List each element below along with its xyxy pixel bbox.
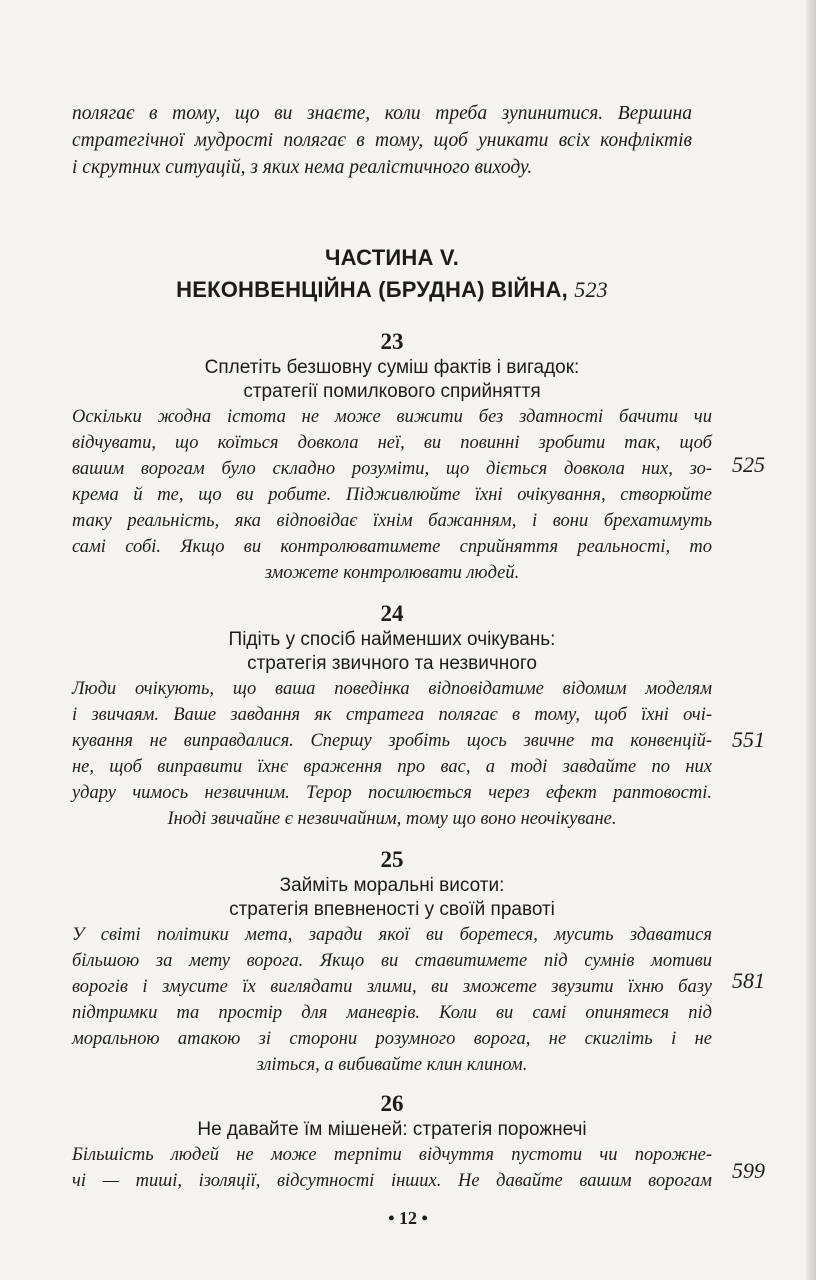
chapter-number: 26: [380, 1091, 404, 1116]
summary-line: вашим ворогам було складно розуміти, що діється довкола них, зо-: [72, 459, 712, 479]
page-edge-shadow: [806, 0, 816, 1280]
chapter-summary: [72, 404, 712, 586]
summary-line: Більшість людей не може терпіти відчуття пустоти чи порожне-: [72, 1145, 712, 1165]
intro-line: полягає в тому, що ви знаєте, коли треба зупинитися. Вершина: [72, 103, 692, 124]
chapter-title-line: Займіть моральні висоти:: [279, 875, 505, 896]
chapter-26: [72, 1090, 712, 1194]
part-heading-title: НЕКОНВЕНЦІЙНА (БРУДНА) ВІЙНА,: [176, 277, 568, 302]
summary-line: зможете контролювати людей.: [264, 563, 520, 583]
summary-line: моральною атакою зі сторони розумного ворога, не скигліть і не: [72, 1029, 712, 1049]
summary-line: Іноді звичайне є незвичайним, тому що воно неочікуване.: [167, 809, 617, 829]
summary-line: і звичаям. Ваше завдання як стратега полягає в тому, щоб їхні очі-: [72, 705, 712, 725]
summary-line: зліться, а вибивайте клин клином.: [256, 1055, 528, 1075]
summary-line: ворогів і змусите їх виглядати злими, ви зможете звузити їхню базу: [72, 977, 712, 997]
chapter-page-ref: 551: [732, 727, 765, 752]
chapter-title-line: Сплетіть безшовну суміш фактів і вигадок:: [204, 357, 580, 378]
summary-line: крема й те, що ви робите. Підживлюйте їхні очікування, створюйте: [72, 485, 712, 505]
chapter-title-line: Підіть у спосіб найменших очікувань:: [228, 629, 556, 650]
part-heading: [72, 242, 712, 306]
summary-line: відчувати, що коїться довкола неї, ви повинні зробити так, щоб: [72, 433, 712, 453]
part-page-number: 523: [574, 277, 608, 302]
chapter-25: [72, 846, 712, 1078]
intro-paragraph: [72, 100, 692, 181]
chapter-summary: [72, 922, 712, 1078]
intro-line: стратегічної мудрості полягає в тому, щоб уникати всіх конфліктів: [72, 130, 692, 151]
summary-line: Люди очікують, що ваша поведінка відповідатиме відомим моделям: [72, 679, 712, 699]
chapter-number: 24: [380, 601, 404, 626]
chapter-summary: [72, 1142, 712, 1194]
chapter-24: [72, 600, 712, 832]
chapter-title-line: стратегії помилкового сприйняття: [243, 381, 541, 402]
summary-line: удару чимось незвичним. Терор посилюється через ефект раптовості.: [72, 783, 712, 803]
part-heading-line1: ЧАСТИНА V.: [324, 245, 460, 270]
summary-line: підтримки та простір для маневрів. Коли ви самі опинятеся під: [72, 1003, 712, 1023]
chapter-title-line: Не давайте їм мішеней: стратегія порожнечі: [197, 1119, 587, 1140]
summary-line: чі — тиші, ізоляції, відсутності інших. Не давайте вашим ворогам: [72, 1171, 712, 1191]
chapter-page-ref: 599: [732, 1158, 765, 1183]
summary-line: самі собі. Якщо ви контролюватимете сприйняття реальності, то: [72, 537, 712, 557]
part-heading-line2: [72, 274, 712, 306]
summary-line: Оскільки жодна істота не може вижити без здатності бачити чи: [72, 407, 712, 427]
chapter-title-line: стратегія звичного та незвичного: [247, 653, 537, 674]
chapter-number: 25: [380, 847, 404, 872]
chapter-page-ref: 525: [732, 452, 765, 477]
chapter-page-ref: 581: [732, 968, 765, 993]
summary-line: кування не виправдалися. Спершу зробіть щось звичне та конвенцій-: [72, 731, 712, 751]
page-number-footer: • 12 •: [388, 1208, 428, 1228]
summary-line: таку реальність, яка відповідає їхнім бажанням, і вони брехатимуть: [72, 511, 712, 531]
intro-line: і скрутних ситуацій, з яких нема реалістичного виходу.: [72, 157, 533, 178]
summary-line: У світі політики мета, заради якої ви боретеся, мусить здаватися: [72, 925, 712, 945]
chapter-23: [72, 328, 712, 586]
summary-line: більшою за мету ворога. Якщо ви ставитимете під сумнів мотиви: [72, 951, 712, 971]
chapter-number: 23: [380, 329, 404, 354]
chapter-title-line: стратегія впевненості у своїй правоті: [229, 899, 555, 920]
summary-line: не, щоб виправити їхнє враження про вас, а тоді завдайте по них: [72, 757, 712, 777]
chapter-summary: [72, 676, 712, 832]
